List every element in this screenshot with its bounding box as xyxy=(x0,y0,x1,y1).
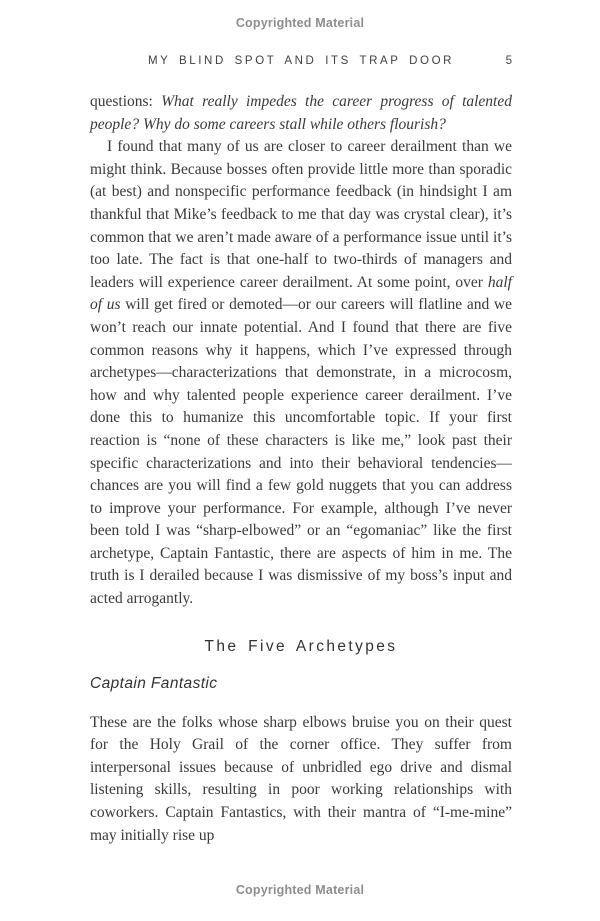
page-number: 5 xyxy=(505,55,512,67)
copyright-notice-top: Copyrighted Material xyxy=(235,16,365,30)
paragraph xyxy=(90,712,512,848)
body-text: questions: xyxy=(90,93,162,110)
section-heading: The Five Archetypes xyxy=(204,637,398,655)
page-body xyxy=(90,91,512,847)
paragraph xyxy=(90,136,512,610)
body-text: These are the folks whose sharp elbows bruise you on their quest for the Holy Grail of the corner office. They suffer from interpersonal issues because of unbridled ego drive and dismal listening skills, resulting in poor working relationships with coworkers. Captain Fantastics, with their mantra of “I-me-mine” may initially rise up xyxy=(90,713,512,844)
heading-gap xyxy=(90,693,512,712)
subsection-heading: Captain Fantastic xyxy=(90,674,218,692)
body-text: will get fired or demoted—or our careers will flatline and we won’t reach our innate potential. And I found that there are five common reasons why it happens, which I’ve expressed through archetypes—characterizations that demonstrate, in a microcosm, how and why talented people experience career derailment. I’ve done this to humanize this uncomfortable topic. If your first reaction is “none of these characters is like me,” look past their specific characterizations and into their behavioral tendencies—chances are you will find a few gold nuggets that you can address to improve your performance. For example, although I’ve never been told I was “sharp-elbowed” or an “egomaniac” like the first archetype, Captain Fantastic, there are aspects of him in me. The truth is I derailed because I was dismissive of my boss’s input and acted arrogantly. xyxy=(90,296,512,608)
body-text: I found that many of us are closer to career derailment than we might think. Because bosses often provide little more than sporadic (at best) and nonspecific performance feedback (in hindsight I am thankful that Mike’s feedback to me that day was crystal clear), it’s common that we aren’t made aware of a performance issue until it’s too late. The fact is that one-half to two-thirds of managers and leaders will experience career derailment. At some point, over xyxy=(90,138,512,291)
italic-text: half of us xyxy=(90,273,512,314)
running-header xyxy=(90,55,512,67)
running-header-title: MY BLIND SPOT AND ITS TRAP DOOR xyxy=(147,55,455,67)
italic-text: What really impedes the career progress of talented people? Why do some careers stall while others flourish? xyxy=(90,93,512,133)
paragraph xyxy=(90,91,512,136)
copyright-notice-bottom: Copyrighted Material xyxy=(235,883,365,897)
